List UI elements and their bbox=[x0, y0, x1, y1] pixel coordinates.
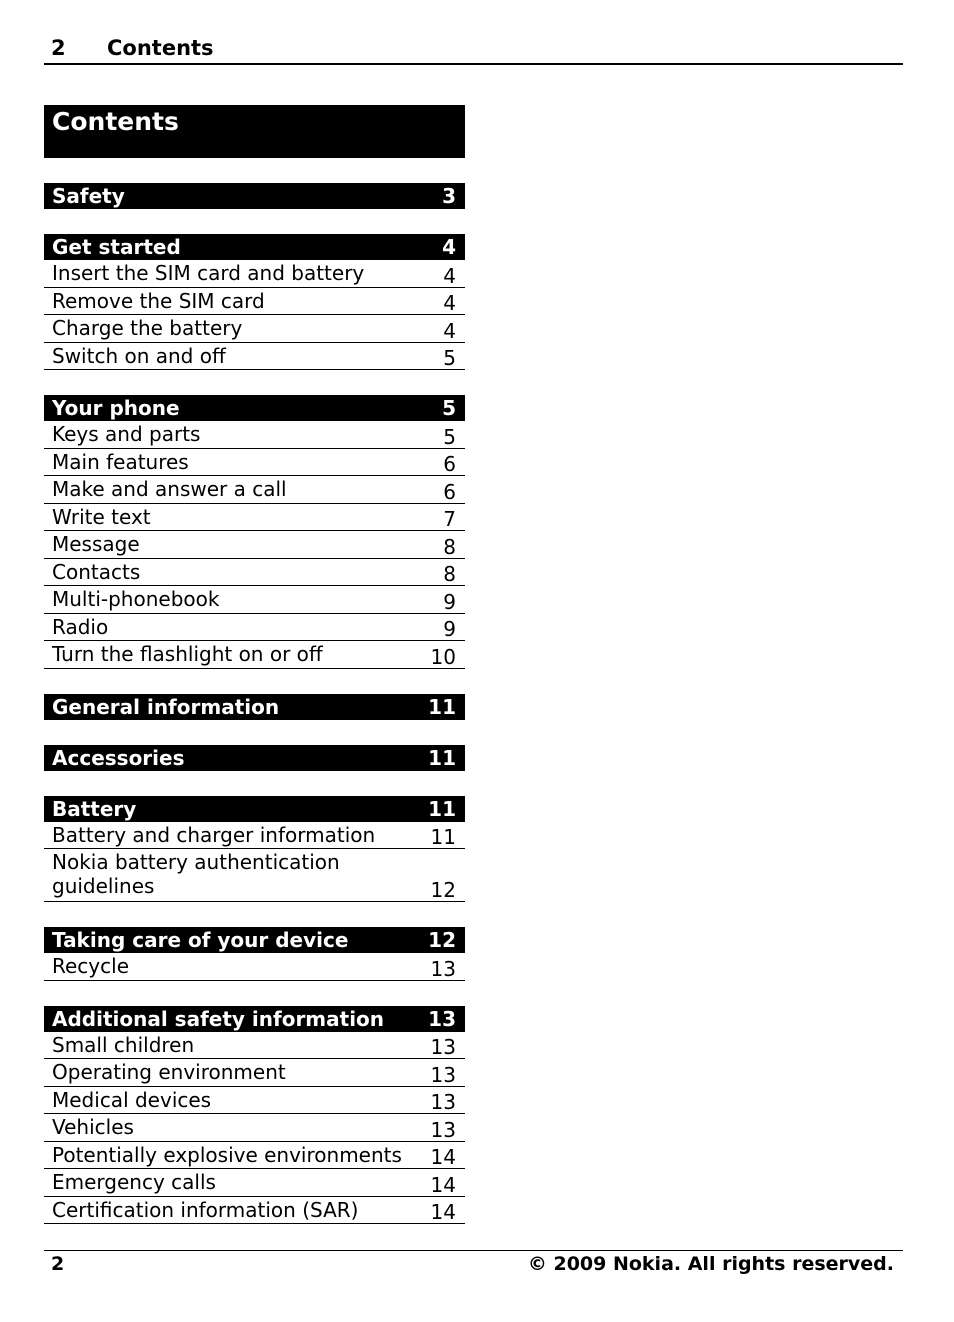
section-page-number: 11 bbox=[428, 745, 456, 770]
toc-entry[interactable] bbox=[44, 822, 465, 850]
entry-title: Message bbox=[52, 532, 140, 556]
section-page-number: 11 bbox=[428, 694, 456, 719]
entry-page-number: 8 bbox=[443, 562, 456, 586]
entry-page-number: 12 bbox=[430, 878, 456, 902]
toc-entry[interactable] bbox=[44, 531, 465, 559]
toc-section-heading[interactable] bbox=[44, 745, 465, 771]
toc-section bbox=[44, 183, 465, 209]
toc-entry[interactable] bbox=[44, 614, 465, 642]
entry-page-number: 5 bbox=[443, 346, 456, 370]
toc-section bbox=[44, 1006, 465, 1225]
entry-page-number: 13 bbox=[430, 1062, 456, 1087]
toc-entry[interactable] bbox=[44, 849, 465, 902]
entry-title: Emergency calls bbox=[52, 1170, 216, 1194]
entry-title: Radio bbox=[52, 614, 109, 639]
contents-title: Contents bbox=[52, 107, 179, 136]
toc-entry[interactable] bbox=[44, 559, 465, 587]
section-page-number: 13 bbox=[428, 1006, 456, 1031]
entry-page-number: 13 bbox=[430, 956, 456, 981]
toc-entry[interactable] bbox=[44, 260, 465, 288]
toc-section-heading[interactable] bbox=[44, 183, 465, 209]
toc-entry[interactable] bbox=[44, 315, 465, 343]
toc-section bbox=[44, 796, 465, 903]
entry-title: Potentially explosive environments bbox=[52, 1142, 402, 1167]
entry-title: Recycle bbox=[52, 954, 129, 978]
entry-page-number: 8 bbox=[443, 534, 456, 559]
entry-title: Remove the SIM card bbox=[52, 288, 265, 313]
entry-page-number: 4 bbox=[443, 318, 456, 343]
toc-section-heading[interactable] bbox=[44, 395, 465, 421]
toc-entry[interactable] bbox=[44, 1197, 465, 1225]
section-title: Additional safety information bbox=[52, 1006, 385, 1031]
toc-entry[interactable] bbox=[44, 449, 465, 477]
entry-title: Multi-phonebook bbox=[52, 587, 220, 611]
toc-section-heading[interactable] bbox=[44, 927, 465, 953]
entry-title: Operating environment bbox=[52, 1060, 286, 1084]
entry-title: Battery and charger information bbox=[52, 822, 376, 847]
entry-page-number: 4 bbox=[443, 263, 456, 288]
section-page-number: 5 bbox=[442, 396, 456, 420]
header-title: Contents bbox=[107, 36, 214, 60]
copyright-notice: © 2009 Nokia. All rights reserved. bbox=[527, 1253, 894, 1275]
entry-title: Insert the SIM card and battery bbox=[52, 261, 365, 285]
toc-entry[interactable] bbox=[44, 476, 465, 504]
toc-entry[interactable] bbox=[44, 1114, 465, 1142]
entry-title: Main features bbox=[52, 449, 189, 474]
toc-entry[interactable] bbox=[44, 586, 465, 614]
entry-page-number: 9 bbox=[443, 617, 456, 641]
toc-entry[interactable] bbox=[44, 1169, 465, 1197]
toc-section bbox=[44, 395, 465, 669]
toc-entry[interactable] bbox=[44, 1142, 465, 1170]
toc-entry[interactable] bbox=[44, 953, 465, 981]
toc-section-heading[interactable] bbox=[44, 796, 465, 822]
footer-page-number: 2 bbox=[51, 1253, 65, 1275]
section-title: Your phone bbox=[52, 396, 180, 420]
page-header bbox=[44, 36, 903, 65]
entry-page-number: 10 bbox=[430, 644, 456, 669]
toc-entry[interactable] bbox=[44, 1059, 465, 1087]
contents-banner bbox=[44, 105, 465, 158]
entry-page-number: 6 bbox=[443, 452, 456, 476]
section-title: Safety bbox=[52, 184, 125, 208]
section-page-number: 4 bbox=[442, 235, 456, 259]
section-title: Taking care of your device bbox=[52, 928, 349, 952]
section-page-number: 11 bbox=[428, 796, 456, 821]
page-footer bbox=[44, 1250, 903, 1275]
section-title: Battery bbox=[52, 796, 137, 821]
entry-title: Certification information (SAR) bbox=[52, 1197, 359, 1222]
entry-title: Keys and parts bbox=[52, 422, 201, 446]
entry-title: Write text bbox=[52, 504, 151, 529]
toc-section bbox=[44, 694, 465, 720]
entry-page-number: 4 bbox=[443, 291, 456, 315]
toc-entry[interactable] bbox=[44, 1087, 465, 1115]
entry-page-number: 6 bbox=[443, 479, 456, 504]
entry-title: Make and answer a call bbox=[52, 477, 287, 501]
header-page-number: 2 bbox=[51, 36, 66, 60]
toc-section-heading[interactable] bbox=[44, 234, 465, 260]
entry-title: Vehicles bbox=[52, 1115, 134, 1139]
entry-page-number: 14 bbox=[430, 1200, 456, 1224]
section-title: Get started bbox=[52, 235, 181, 259]
entry-page-number: 13 bbox=[430, 1117, 456, 1142]
toc-entry[interactable] bbox=[44, 504, 465, 532]
toc-entry[interactable] bbox=[44, 641, 465, 669]
toc-section-heading[interactable] bbox=[44, 694, 465, 720]
entry-page-number: 13 bbox=[430, 1090, 456, 1114]
entry-page-number: 14 bbox=[430, 1172, 456, 1197]
entry-title: Nokia battery authentication guidelines bbox=[52, 850, 340, 898]
section-title: Accessories bbox=[52, 745, 185, 770]
toc-entry[interactable] bbox=[44, 1032, 465, 1060]
toc-entry[interactable] bbox=[44, 343, 465, 371]
entry-page-number: 11 bbox=[430, 825, 456, 849]
entry-page-number: 9 bbox=[443, 589, 456, 614]
section-page-number: 12 bbox=[428, 928, 456, 952]
section-page-number: 3 bbox=[442, 184, 456, 208]
entry-page-number: 7 bbox=[443, 507, 456, 531]
table-of-contents bbox=[44, 183, 465, 1249]
toc-section-heading[interactable] bbox=[44, 1006, 465, 1032]
toc-section bbox=[44, 745, 465, 771]
entry-title: Switch on and off bbox=[52, 343, 226, 368]
toc-entry[interactable] bbox=[44, 421, 465, 449]
entry-page-number: 14 bbox=[430, 1145, 456, 1169]
entry-title: Small children bbox=[52, 1032, 195, 1057]
entry-page-number: 13 bbox=[430, 1035, 456, 1059]
toc-entry[interactable] bbox=[44, 288, 465, 316]
entry-title: Turn the flashlight on or off bbox=[52, 642, 323, 666]
entry-title: Medical devices bbox=[52, 1087, 212, 1112]
toc-section bbox=[44, 927, 465, 981]
entry-page-number: 5 bbox=[443, 424, 456, 449]
entry-title: Charge the battery bbox=[52, 316, 243, 340]
toc-section bbox=[44, 234, 465, 370]
section-title: General information bbox=[52, 694, 280, 719]
entry-title: Contacts bbox=[52, 559, 141, 584]
